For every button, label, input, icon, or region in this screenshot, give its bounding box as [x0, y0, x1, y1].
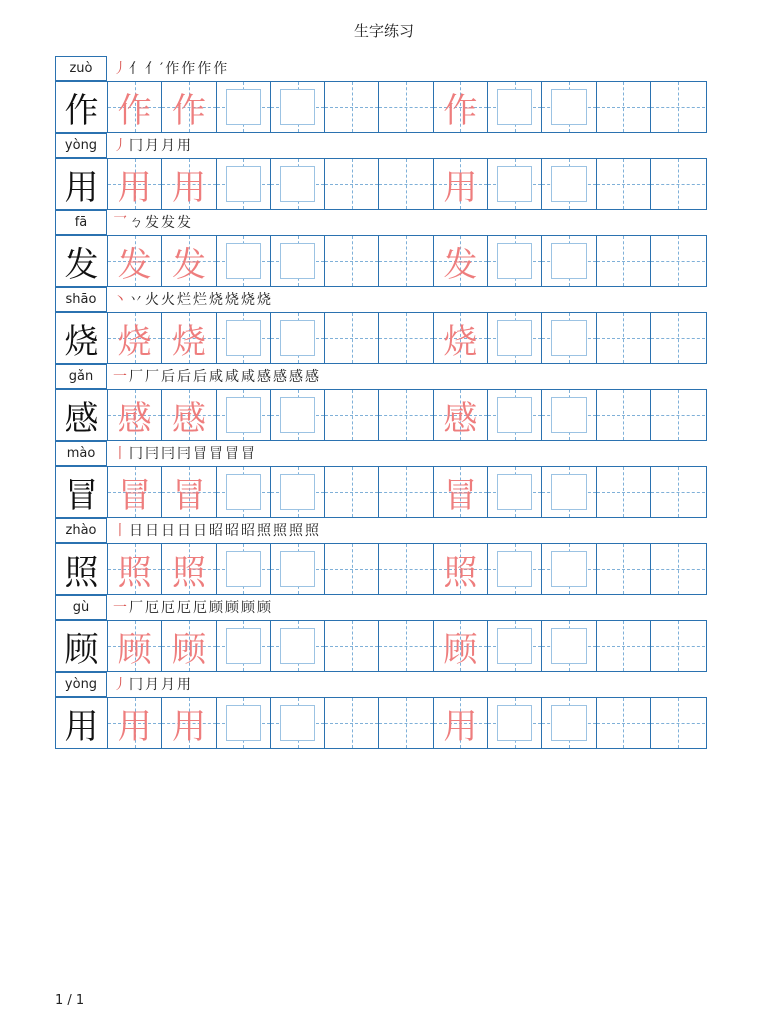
trace-cell [108, 544, 162, 594]
stroke-step: 火 [145, 292, 160, 308]
pinyin-label: mào [55, 441, 107, 466]
practice-box [551, 397, 586, 433]
practice-box [280, 474, 315, 510]
stroke-step: 日 [193, 523, 208, 539]
stroke-step: 烂 [177, 292, 192, 308]
stroke-step: 日 [129, 523, 144, 539]
stroke-step: 用 [177, 138, 192, 154]
page-number: 1 / 1 [55, 993, 85, 1008]
practice-cell[interactable] [651, 621, 705, 671]
trace-character: 冒 [443, 475, 478, 516]
stroke-step: 作 [165, 61, 181, 77]
trace-cell [162, 621, 216, 671]
model-character: 感 [56, 390, 107, 440]
practice-cell[interactable] [597, 467, 651, 517]
practice-cell[interactable] [651, 698, 705, 748]
trace-cell [434, 621, 488, 671]
model-cell [56, 467, 108, 517]
stroke-step: 照 [305, 523, 320, 539]
writing-row [55, 466, 707, 518]
trace-cell [162, 313, 216, 363]
practice-box [551, 474, 586, 510]
practice-cell[interactable] [379, 236, 433, 286]
trace-character: 冒 [171, 475, 206, 516]
practice-cell[interactable] [651, 467, 705, 517]
writing-row [55, 543, 707, 595]
stroke-step: 冒 [241, 446, 256, 462]
practice-cell[interactable] [217, 621, 271, 671]
trace-cell [108, 82, 162, 132]
practice-cell[interactable] [488, 467, 542, 517]
trace-cell [108, 621, 162, 671]
practice-cell[interactable] [597, 544, 651, 594]
practice-cell[interactable] [542, 236, 596, 286]
writing-row [55, 389, 707, 441]
pinyin-label: zhào [55, 518, 107, 543]
practice-cell[interactable] [271, 698, 325, 748]
practice-box [280, 397, 315, 433]
stroke-step: 照 [289, 523, 304, 539]
stroke-step: 烧 [209, 292, 224, 308]
trace-character: 感 [443, 398, 478, 439]
trace-cell [434, 236, 488, 286]
practice-cell[interactable] [271, 82, 325, 132]
trace-cell [162, 698, 216, 748]
stroke-step: 冃 [161, 446, 176, 462]
stroke-step: 作 [213, 61, 229, 77]
stroke-step: 冃 [145, 446, 160, 462]
stroke-step: 乛 [113, 215, 128, 231]
stroke-step: 咸 [209, 369, 224, 385]
practice-box [497, 474, 532, 510]
model-character: 顾 [56, 621, 107, 671]
trace-cell [434, 82, 488, 132]
pinyin-label: yòng [55, 672, 107, 697]
practice-cell[interactable] [379, 159, 433, 209]
stroke-order [113, 674, 193, 696]
practice-box [551, 166, 586, 202]
writing-row [55, 235, 707, 287]
practice-cell[interactable] [271, 544, 325, 594]
practice-cell[interactable] [325, 159, 379, 209]
practice-box [497, 320, 532, 356]
practice-box [551, 320, 586, 356]
practice-box [497, 243, 532, 279]
trace-cell [108, 390, 162, 440]
stroke-order [113, 366, 321, 388]
practice-box [551, 243, 586, 279]
model-character: 冒 [56, 467, 107, 517]
trace-cell [162, 159, 216, 209]
practice-box [551, 705, 586, 741]
stroke-step: 月 [161, 677, 176, 693]
stroke-step: 后 [177, 369, 192, 385]
stroke-step: 烧 [241, 292, 256, 308]
stroke-step: 厄 [145, 600, 160, 616]
stroke-step: 厄 [193, 600, 208, 616]
practice-box [551, 89, 586, 125]
trace-character: 感 [117, 398, 152, 439]
stroke-step: 冒 [209, 446, 224, 462]
practice-cell[interactable] [271, 621, 325, 671]
practice-cell[interactable] [488, 544, 542, 594]
writing-row [55, 81, 707, 133]
trace-cell [434, 390, 488, 440]
practice-cell[interactable] [542, 390, 596, 440]
stroke-step: 月 [145, 677, 160, 693]
practice-cell[interactable] [597, 82, 651, 132]
stroke-step: 日 [177, 523, 192, 539]
model-character: 发 [56, 236, 107, 286]
stroke-step: 火 [161, 292, 176, 308]
model-character: 用 [56, 159, 107, 209]
trace-character: 作 [117, 90, 152, 131]
practice-cell[interactable] [651, 544, 705, 594]
trace-cell [434, 698, 488, 748]
practice-cell[interactable] [542, 698, 596, 748]
trace-character: 感 [171, 398, 206, 439]
practice-cell[interactable] [217, 698, 271, 748]
practice-box [280, 320, 315, 356]
stroke-step: 烧 [257, 292, 272, 308]
practice-cell[interactable] [379, 621, 433, 671]
trace-character: 用 [117, 706, 152, 747]
trace-cell [162, 236, 216, 286]
practice-cell[interactable] [542, 313, 596, 363]
practice-cell[interactable] [271, 236, 325, 286]
stroke-order [113, 443, 257, 465]
stroke-order [113, 58, 229, 80]
pinyin-label: gù [55, 595, 107, 620]
practice-cell[interactable] [597, 698, 651, 748]
practice-cell[interactable] [271, 313, 325, 363]
model-cell [56, 236, 108, 286]
stroke-step: 厂 [129, 600, 144, 616]
trace-cell [162, 544, 216, 594]
stroke-step: 发 [161, 215, 176, 231]
trace-cell [162, 390, 216, 440]
trace-cell [434, 313, 488, 363]
trace-character: 顾 [117, 629, 152, 670]
model-character: 用 [56, 698, 107, 748]
stroke-step: 咸 [241, 369, 256, 385]
practice-cell[interactable] [325, 82, 379, 132]
stroke-step: 冃 [177, 446, 192, 462]
stroke-step: 冂 [129, 446, 144, 462]
practice-cell[interactable] [597, 236, 651, 286]
practice-cell[interactable] [597, 159, 651, 209]
pinyin-label: zuò [55, 56, 107, 81]
practice-cell[interactable] [379, 544, 433, 594]
pinyin-label: shāo [55, 287, 107, 312]
practice-cell[interactable] [597, 621, 651, 671]
trace-cell [434, 159, 488, 209]
practice-box [226, 705, 261, 741]
stroke-step: 日 [161, 523, 176, 539]
stroke-step: 厄 [177, 600, 192, 616]
stroke-step: 丿 [113, 677, 128, 693]
stroke-order [113, 597, 273, 619]
trace-character: 发 [171, 244, 206, 285]
trace-cell [108, 159, 162, 209]
trace-character: 顾 [443, 629, 478, 670]
practice-box [226, 243, 261, 279]
stroke-step: 昭 [225, 523, 240, 539]
writing-row [55, 620, 707, 672]
stroke-step: 顾 [241, 600, 256, 616]
trace-cell [162, 467, 216, 517]
stroke-step: 顾 [225, 600, 240, 616]
practice-cell[interactable] [597, 390, 651, 440]
trace-cell [434, 467, 488, 517]
practice-box [226, 166, 261, 202]
writing-row [55, 312, 707, 364]
practice-cell[interactable] [379, 82, 433, 132]
stroke-step: 顾 [257, 600, 272, 616]
stroke-step: 亻′ [145, 61, 165, 77]
stroke-step: 发 [145, 215, 160, 231]
stroke-step: 丨 [113, 523, 128, 539]
practice-cell[interactable] [325, 313, 379, 363]
practice-cell[interactable] [217, 159, 271, 209]
stroke-step: 冂 [129, 677, 144, 693]
stroke-step: 感 [289, 369, 304, 385]
trace-character: 作 [443, 90, 478, 131]
writing-row [55, 697, 707, 749]
practice-box [551, 551, 586, 587]
trace-cell [108, 313, 162, 363]
stroke-step: 冂 [129, 138, 144, 154]
practice-box [226, 551, 261, 587]
stroke-step: 一 [113, 369, 128, 385]
practice-cell[interactable] [379, 390, 433, 440]
practice-cell[interactable] [488, 390, 542, 440]
practice-cell[interactable] [325, 544, 379, 594]
practice-box [280, 166, 315, 202]
practice-cell[interactable] [271, 390, 325, 440]
practice-box [497, 166, 532, 202]
trace-character: 用 [171, 706, 206, 747]
stroke-step: 厂 [145, 369, 160, 385]
practice-cell[interactable] [488, 159, 542, 209]
practice-cell[interactable] [271, 159, 325, 209]
practice-cell[interactable] [651, 159, 705, 209]
trace-character: 烧 [117, 321, 152, 362]
practice-cell[interactable] [597, 313, 651, 363]
model-character: 烧 [56, 313, 107, 363]
practice-box [226, 628, 261, 664]
practice-cell[interactable] [542, 544, 596, 594]
practice-cell[interactable] [217, 82, 271, 132]
model-cell [56, 698, 108, 748]
model-character: 作 [56, 82, 107, 132]
practice-box [280, 628, 315, 664]
practice-box [497, 89, 532, 125]
practice-cell[interactable] [651, 313, 705, 363]
model-cell [56, 544, 108, 594]
model-cell [56, 313, 108, 363]
practice-box [497, 705, 532, 741]
stroke-step: 厂 [129, 369, 144, 385]
stroke-step: 作 [197, 61, 213, 77]
stroke-order [113, 289, 273, 311]
trace-character: 用 [171, 167, 206, 208]
stroke-order [113, 212, 193, 234]
trace-character: 发 [443, 244, 478, 285]
practice-box [497, 628, 532, 664]
practice-box [226, 397, 261, 433]
practice-box [497, 397, 532, 433]
practice-cell[interactable] [217, 467, 271, 517]
practice-box [551, 628, 586, 664]
trace-character: 用 [117, 167, 152, 208]
pinyin-label: fā [55, 210, 107, 235]
stroke-step: 烂 [193, 292, 208, 308]
practice-cell[interactable] [488, 698, 542, 748]
stroke-order [113, 135, 193, 157]
stroke-step: ㄅ [129, 215, 144, 231]
practice-cell[interactable] [542, 621, 596, 671]
practice-cell[interactable] [217, 544, 271, 594]
stroke-step: 冒 [193, 446, 208, 462]
trace-character: 发 [117, 244, 152, 285]
practice-cell[interactable] [217, 236, 271, 286]
model-character: 照 [56, 544, 107, 594]
model-cell [56, 82, 108, 132]
practice-cell[interactable] [379, 467, 433, 517]
trace-character: 用 [443, 167, 478, 208]
trace-cell [108, 236, 162, 286]
trace-character: 照 [171, 552, 206, 593]
practice-cell[interactable] [325, 236, 379, 286]
model-cell [56, 390, 108, 440]
trace-character: 照 [117, 552, 152, 593]
trace-cell [108, 467, 162, 517]
stroke-step: 用 [177, 677, 192, 693]
pinyin-label: gǎn [55, 364, 107, 389]
practice-box [280, 89, 315, 125]
stroke-step: 丿 [113, 61, 128, 77]
practice-cell[interactable] [651, 82, 705, 132]
practice-box [497, 551, 532, 587]
trace-cell [162, 82, 216, 132]
stroke-step: 后 [193, 369, 208, 385]
practice-box [280, 705, 315, 741]
practice-cell[interactable] [217, 313, 271, 363]
trace-character: 顾 [171, 629, 206, 670]
stroke-step: 月 [145, 138, 160, 154]
stroke-step: 丷 [129, 292, 144, 308]
practice-box [280, 551, 315, 587]
stroke-step: 照 [257, 523, 272, 539]
trace-character: 作 [171, 90, 206, 131]
trace-character: 冒 [117, 475, 152, 516]
stroke-step: 月 [161, 138, 176, 154]
model-cell [56, 159, 108, 209]
stroke-step: 顾 [209, 600, 224, 616]
practice-box [280, 243, 315, 279]
page-title: 生字练习 [353, 22, 414, 40]
practice-cell[interactable] [651, 236, 705, 286]
stroke-step: 作 [181, 61, 197, 77]
stroke-step: 冒 [225, 446, 240, 462]
practice-cell[interactable] [325, 467, 379, 517]
practice-cell[interactable] [488, 313, 542, 363]
practice-cell[interactable] [379, 313, 433, 363]
stroke-step: 感 [305, 369, 320, 385]
practice-box [226, 474, 261, 510]
practice-cell[interactable] [271, 467, 325, 517]
practice-cell[interactable] [379, 698, 433, 748]
stroke-order [113, 520, 321, 542]
practice-cell[interactable] [542, 82, 596, 132]
practice-cell[interactable] [325, 698, 379, 748]
practice-cell[interactable] [488, 236, 542, 286]
practice-cell[interactable] [325, 621, 379, 671]
stroke-step: 感 [273, 369, 288, 385]
stroke-step: 厄 [161, 600, 176, 616]
stroke-step: 感 [257, 369, 272, 385]
stroke-step: 一 [113, 600, 128, 616]
stroke-step: 昭 [209, 523, 224, 539]
writing-row [55, 158, 707, 210]
stroke-step: 昭 [241, 523, 256, 539]
trace-cell [108, 698, 162, 748]
stroke-step: 烧 [225, 292, 240, 308]
stroke-step: 照 [273, 523, 288, 539]
stroke-step: 丶 [113, 292, 128, 308]
trace-cell [434, 544, 488, 594]
stroke-step: 咸 [225, 369, 240, 385]
practice-cell[interactable] [651, 390, 705, 440]
trace-character: 烧 [171, 321, 206, 362]
practice-cell[interactable] [542, 159, 596, 209]
stroke-step: 丿 [113, 138, 128, 154]
stroke-step: 后 [161, 369, 176, 385]
practice-box [226, 89, 261, 125]
practice-cell[interactable] [217, 390, 271, 440]
trace-character: 照 [443, 552, 478, 593]
stroke-step: 日 [145, 523, 160, 539]
practice-box [226, 320, 261, 356]
stroke-step: 亻 [129, 61, 144, 77]
trace-character: 用 [443, 706, 478, 747]
practice-cell[interactable] [542, 467, 596, 517]
trace-character: 烧 [443, 321, 478, 362]
practice-cell[interactable] [488, 82, 542, 132]
pinyin-label: yòng [55, 133, 107, 158]
model-cell [56, 621, 108, 671]
practice-cell[interactable] [488, 621, 542, 671]
stroke-step: 丨 [113, 446, 128, 462]
stroke-step: 发 [177, 215, 192, 231]
practice-cell[interactable] [325, 390, 379, 440]
